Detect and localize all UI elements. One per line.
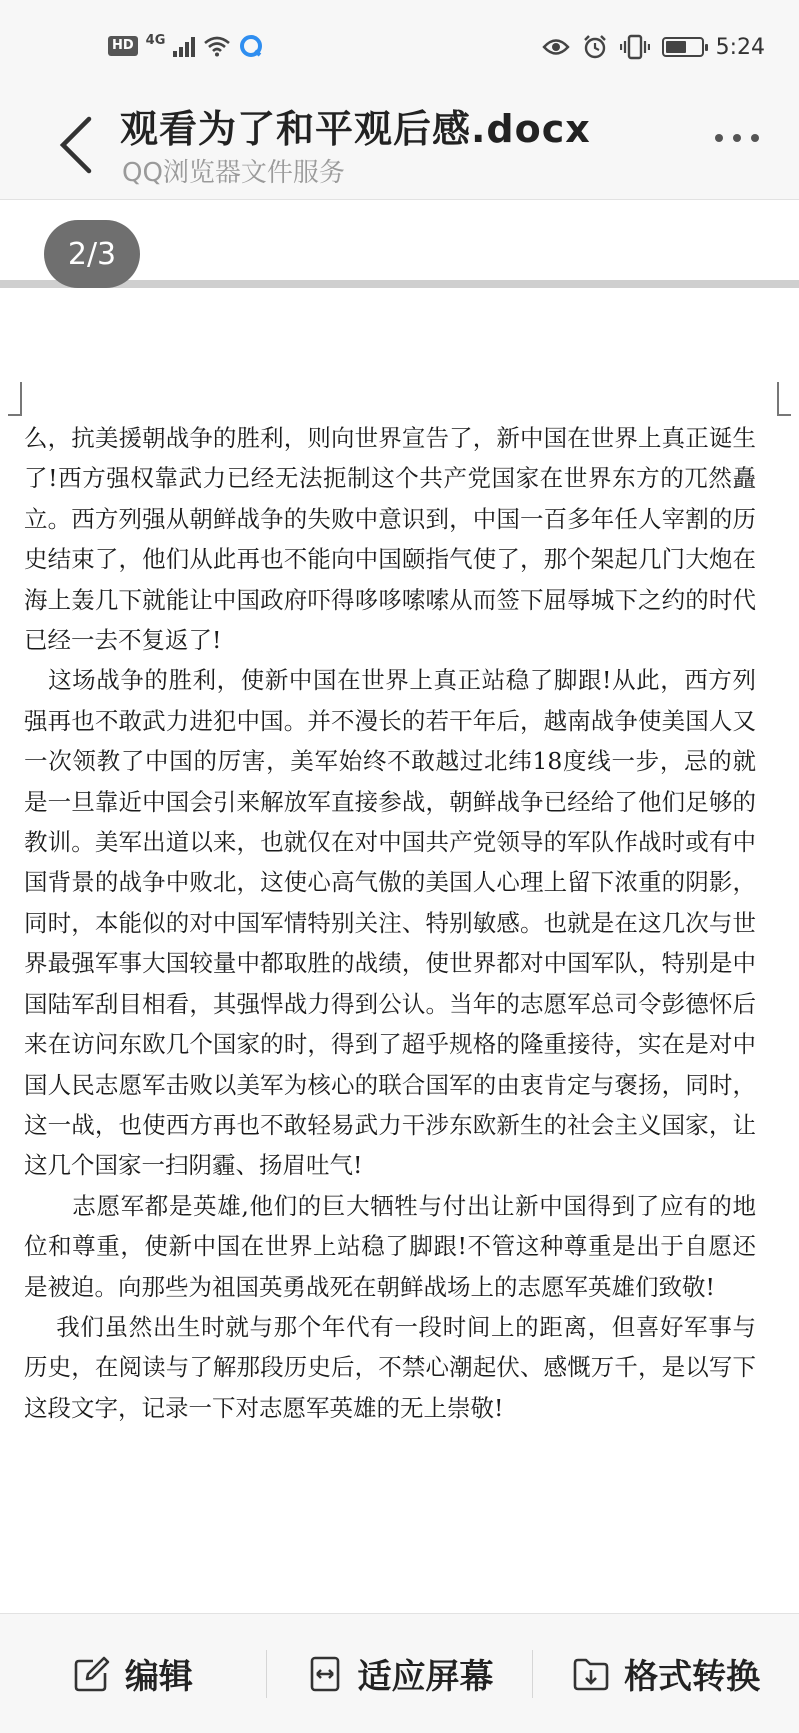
paragraph: 这场战争的胜利，使新中国在世界上真正站稳了脚跟!从此，西方列强再也不敢武力进犯中国。并不漫长的若干年后，越南战争使美国人又一次领教了中国的厉害，美军始终不敢越过北纬18度线一步，忌的就是一旦靠近中国会引来解放军直接参战，朝鲜战争已经给了他们足够的教训。美军出道以来，也就仅在对中国共产党领导的军队作战时或有中国背景的战争中败北，这使心高气傲的美国人心理上留下浓重的阴影，同时，本能似的对中国军情特别关注、特别敏感。也就是在这几次与世界最强军事大国较量中都取胜的战绩，使世界都对中国军队，特别是中国陆军刮目相看，其强悍战力得到公认。当年的志愿军总司令彭德怀后来在访问东欧几个国家的时，得到了超乎规格的隆重接待，实在是对中国人民志愿军击败以美军为核心的联合国军的由衷肯定与褒扬，同时，这一战，也使西方再也不敢轻易武力干涉东欧新生的社会主义国家，让这几个国家一扫阴霾、扬眉吐气! [24,666,756,1180]
page-indicator: 2/3 [44,220,140,288]
status-right [542,34,765,60]
hd-badge: HD [108,36,138,56]
wifi-icon [203,35,231,57]
back-button[interactable] [52,110,102,180]
fit-screen-button[interactable] [267,1644,533,1704]
more-button[interactable] [715,134,759,142]
battery-level [666,41,686,53]
document-source: QQ浏览器文件服务 [122,158,345,188]
folder-download-icon [572,1655,610,1693]
fit-screen-icon [306,1655,344,1693]
status-left [108,34,263,58]
document-viewer[interactable] [0,288,799,1613]
format-convert-button[interactable] [533,1644,799,1704]
status-bar [0,0,799,96]
paragraph: 我们虽然出生时就与那个年代有一段时间上的距离，但喜好军事与历史，在阅读与了解那段历史后，不禁心潮起伏、感慨万千，是以写下这段文字，记录一下对志愿军英雄的无上崇敬! [24,1312,756,1422]
qq-browser-icon [239,34,263,58]
edit-label: 编辑 [124,1657,193,1697]
eye-icon [542,37,570,57]
paragraph: 志愿军都是英雄,他们的巨大牺牲与付出让新中国得到了应有的地位和尊重，使新中国在世界上站稳了脚跟!不管这种尊重是出于自愿还是被迫。向那些为祖国英勇战死在朝鲜战场上的志愿军英雄们致敬! [24,1191,756,1301]
edit-icon [73,1655,111,1693]
page-corner-mark-left [8,382,22,416]
more-dots-icon [715,134,723,142]
page-corner-mark-right [777,382,791,416]
format-convert-label: 格式转换 [624,1657,761,1697]
status-time: 5:24 [715,34,765,60]
alarm-icon [582,34,608,60]
signal-icon [173,35,195,57]
document-title: 观看为了和平观后感.docx [120,107,591,151]
title-bar [0,96,799,200]
document-body [24,418,756,1428]
fit-screen-label: 适应屏幕 [357,1657,494,1697]
vibrate-icon [620,34,650,60]
network-type: 4G [145,32,166,48]
chevron-left-icon [57,115,97,175]
edit-button[interactable] [0,1644,266,1704]
paragraph: 么，抗美援朝战争的胜利，则向世界宣告了，新中国在世界上真正诞生了!西方强权靠武力已经无法扼制这个共产党国家在世界东方的兀然矗立。西方列强从朝鲜战争的失败中意识到，中国一百多年任人宰割的历史结束了，他们从此再也不能向中国颐指气使了，那个架起几门大炮在海上轰几下就能让中国政府吓得哆哆嗦嗦从而签下屈辱城下之约的时代已经一去不复返了! [24,424,756,655]
bottom-toolbar [0,1613,799,1733]
battery-icon [662,37,704,57]
